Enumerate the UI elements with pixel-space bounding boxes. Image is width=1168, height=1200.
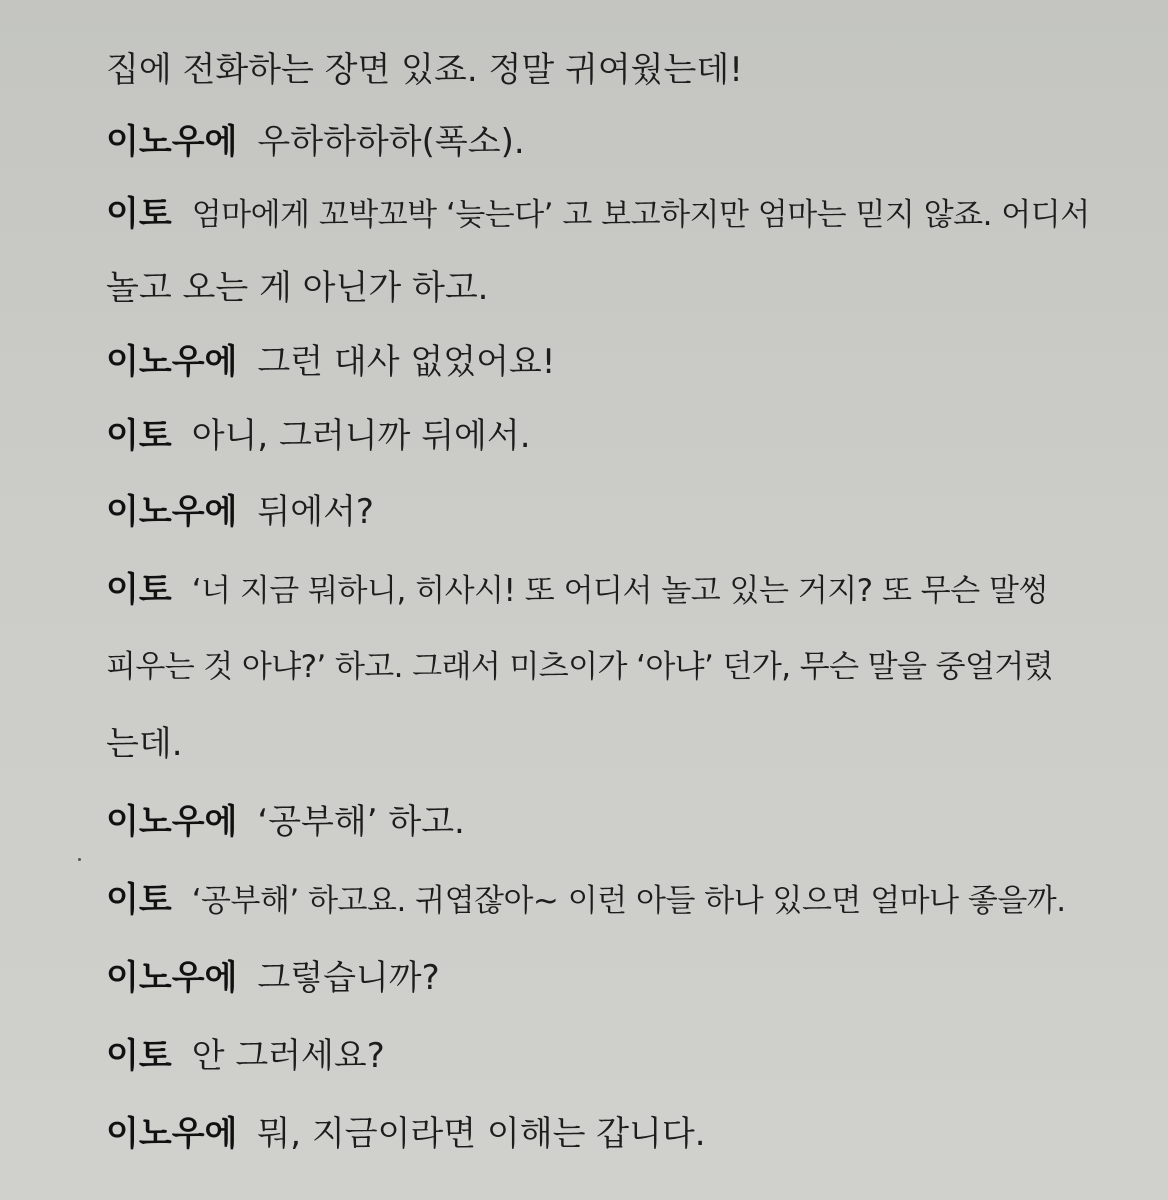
speaker-name: 이노우에: [106, 492, 238, 532]
dialogue-line: [106, 570, 1048, 611]
dialogue-line: [106, 342, 555, 382]
line-text: 안 그러세요?: [191, 1036, 385, 1076]
text-line: [106, 724, 183, 764]
speaker-name: 이노우에: [106, 958, 238, 998]
line-text: 우하하하하(폭소).: [257, 122, 525, 162]
line-text: 놀고 오는 게 아닌가 하고.: [106, 268, 489, 308]
speaker-name: 이노우에: [106, 802, 238, 842]
line-text: 뭐, 지금이라면 이해는 갑니다.: [257, 1114, 706, 1154]
line-text: 엄마에게 꼬박꼬박 ‘늦는다’ 고 보고하지만 엄마는 믿지 않죠. 어디서: [191, 197, 1090, 233]
dialogue-line: [106, 880, 1066, 921]
line-text: ‘공부해’ 하고요. 귀엽잖아~ 이런 아들 하나 있으면 얼마나 좋을까.: [191, 883, 1066, 919]
speaker-name: 이토: [106, 880, 172, 920]
paper-speck: [78, 858, 81, 861]
dialogue-line: [106, 416, 531, 456]
dialogue-line: [106, 194, 1090, 235]
line-text: 그런 대사 없었어요!: [257, 342, 556, 382]
speaker-name: 이토: [106, 570, 172, 610]
speaker-name: 이노우에: [106, 342, 238, 382]
line-text: 뒤에서?: [257, 492, 374, 532]
text-line: [106, 50, 743, 90]
dialogue-line: [106, 958, 440, 998]
dialogue-line: [106, 802, 465, 842]
line-text: 는데.: [106, 724, 183, 764]
speaker-name: 이노우에: [106, 1114, 238, 1154]
line-text: 그렇습니까?: [257, 958, 440, 998]
line-text: 피우는 것 아냐?’ 하고. 그래서 미츠이가 ‘아냐’ 던가, 무슨 말을 중얼거렸: [106, 649, 1054, 685]
text-line: [106, 268, 488, 308]
line-text: ‘공부해’ 하고.: [257, 802, 465, 842]
speaker-name: 이토: [106, 194, 172, 234]
dialogue-line: [106, 122, 525, 162]
speaker-name: 이토: [106, 1036, 172, 1076]
speaker-name: 이노우에: [106, 122, 238, 162]
text-line: [106, 646, 1053, 687]
line-text: ‘너 지금 뭐하니, 히사시! 또 어디서 놀고 있는 거지? 또 무슨 말썽: [191, 573, 1048, 609]
speaker-name: 이토: [106, 416, 172, 456]
line-text: 집에 전화하는 장면 있죠. 정말 귀여웠는데!: [106, 50, 743, 90]
dialogue-line: [106, 492, 374, 532]
line-text: 아니, 그러니까 뒤에서.: [191, 416, 531, 456]
dialogue-line: [106, 1036, 385, 1076]
dialogue-line: [106, 1114, 706, 1154]
